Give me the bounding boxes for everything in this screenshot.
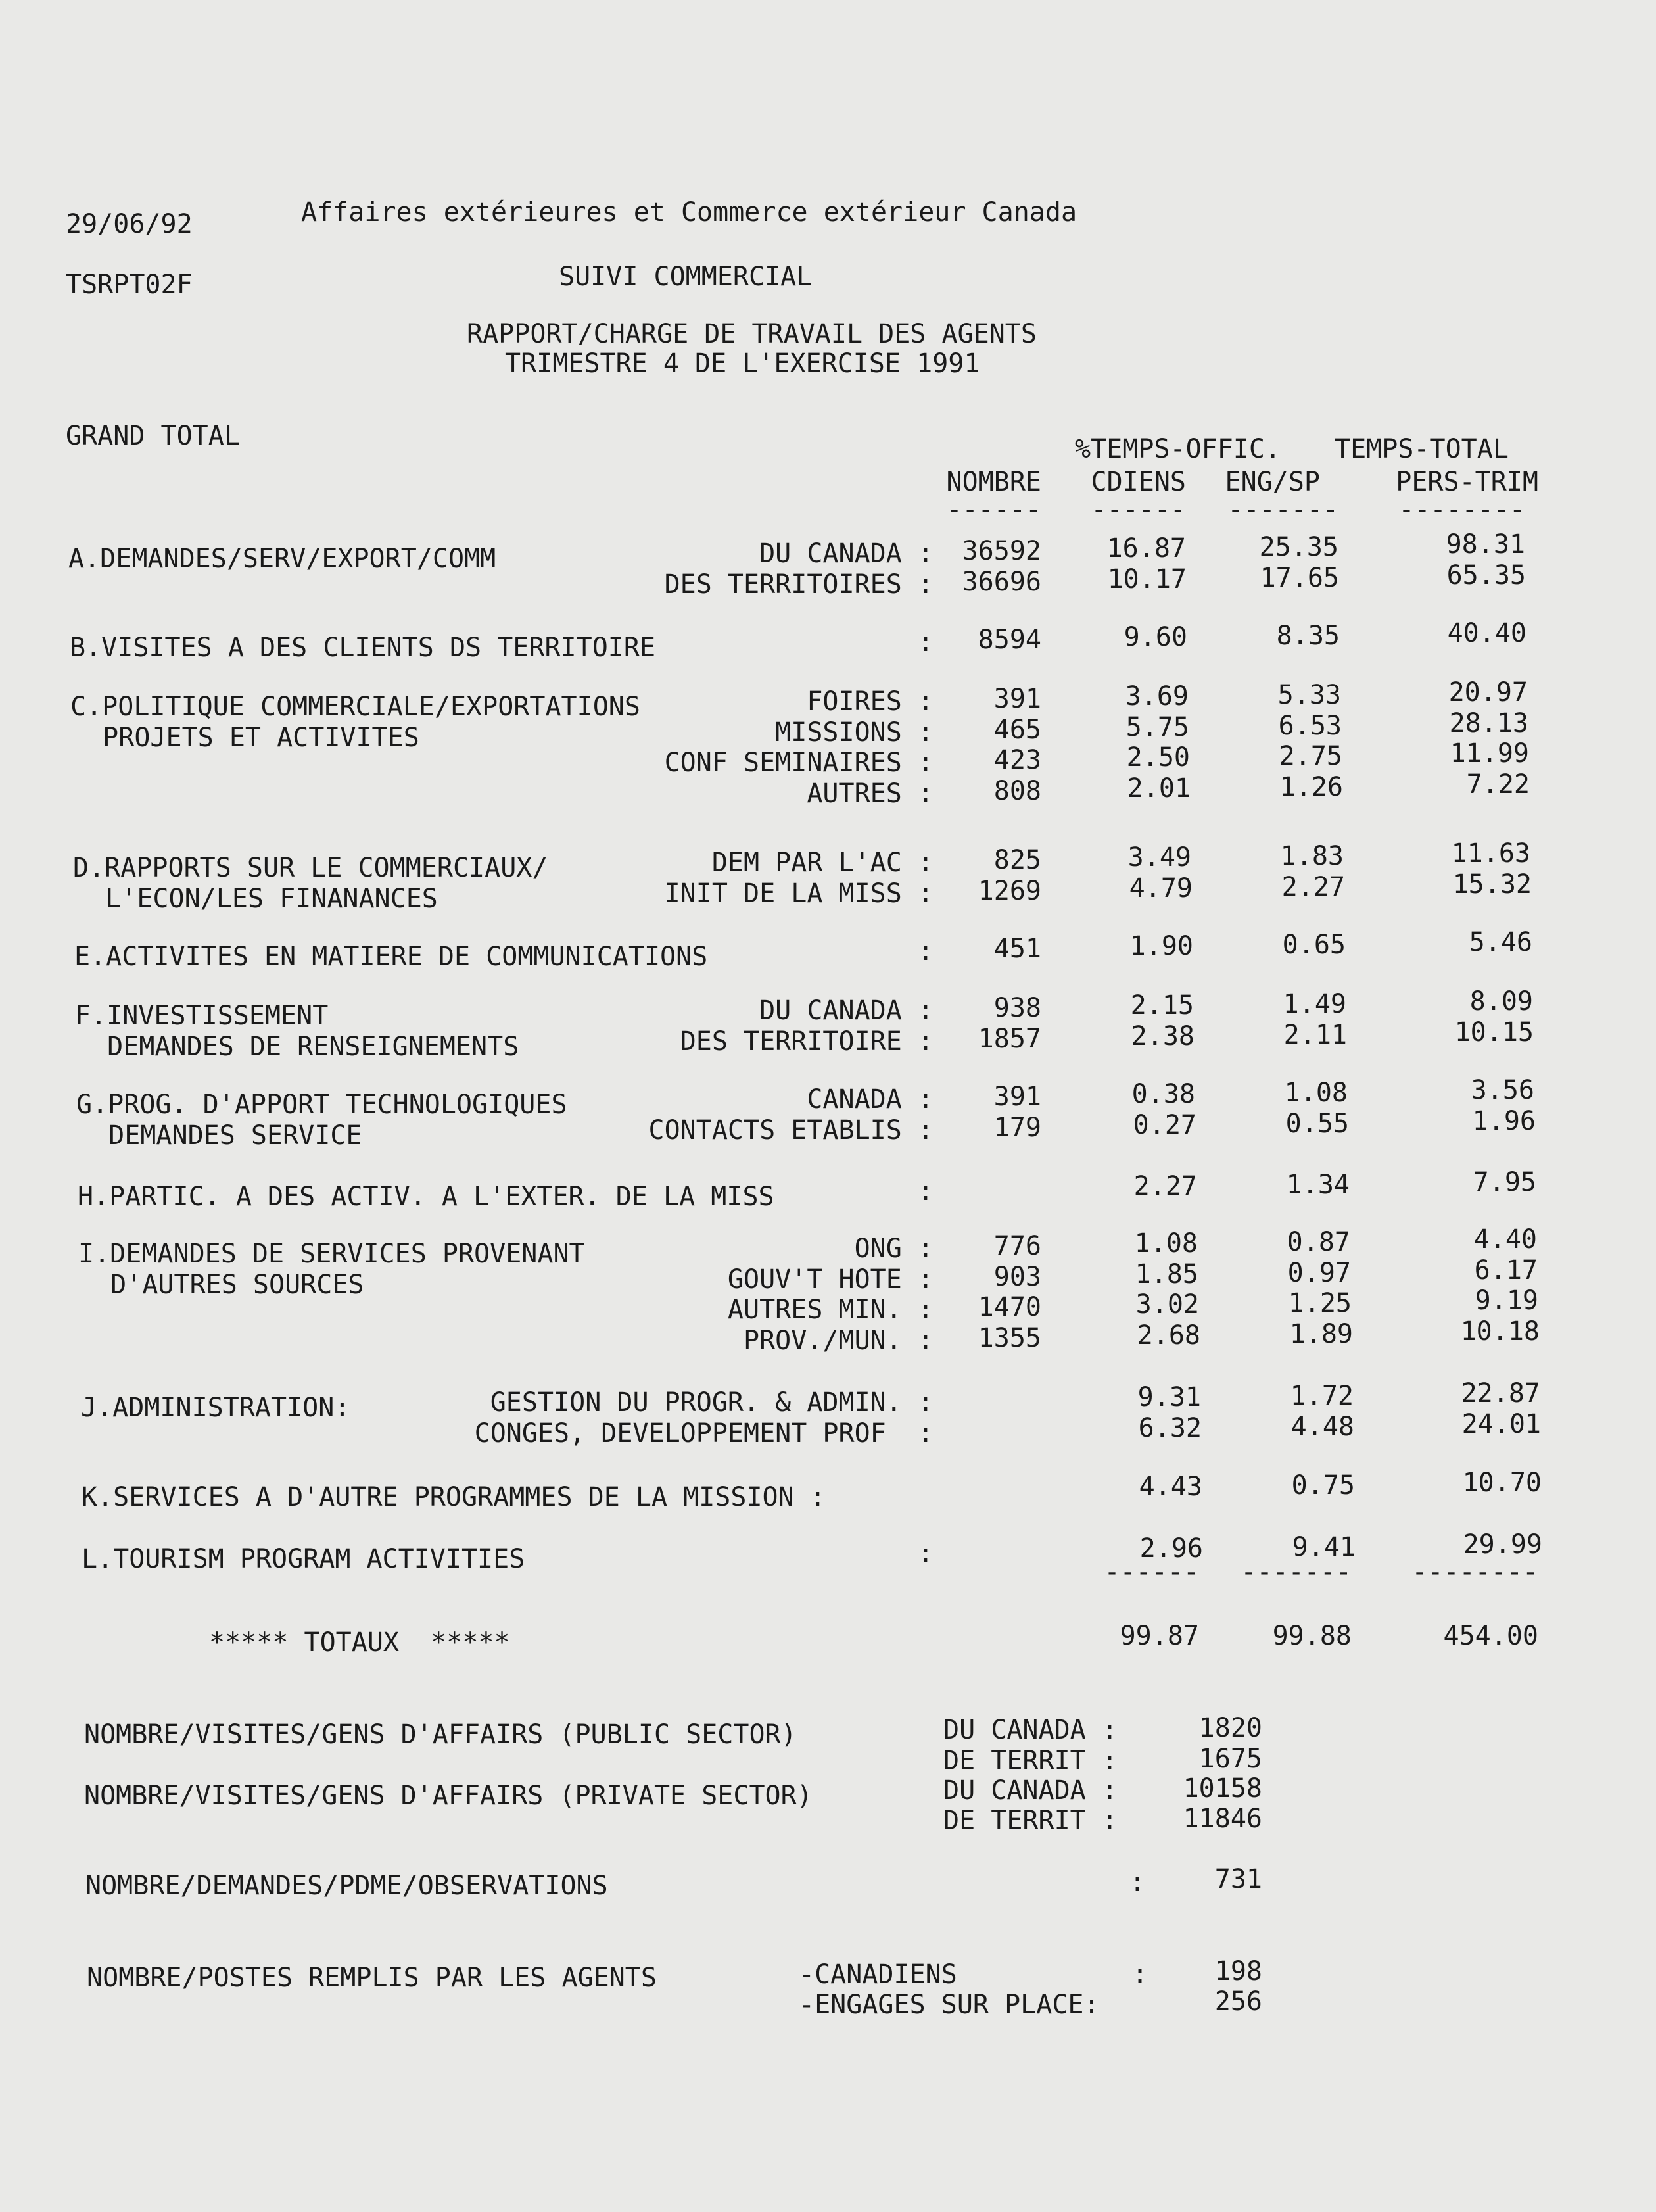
row-nombre: 1355: [978, 1323, 1041, 1353]
pct-header: %TEMPS-OFFIC.: [1075, 434, 1281, 464]
row-engsp: 1.26: [1279, 772, 1343, 802]
row-perstrim: 7.22: [1466, 769, 1530, 800]
row-engsp: 5.33: [1277, 680, 1341, 710]
row-nombre: 36696: [962, 567, 1041, 597]
row-left: F.INVESTISSEMENT: [75, 1001, 329, 1031]
totals-perstrim: 454.00: [1443, 1621, 1538, 1651]
nombre-rule: ------: [946, 494, 1041, 525]
row-cdiens: 1.90: [1129, 931, 1193, 961]
private-canada-value: 10158: [1183, 1773, 1262, 1804]
row-nombre: 423: [993, 745, 1041, 775]
row-cdiens: 9.60: [1124, 622, 1187, 652]
totals-rule-perstrim: --------: [1411, 1557, 1538, 1587]
row-sub: ONG :: [854, 1234, 934, 1264]
row-cdiens: 2.38: [1131, 1021, 1195, 1051]
row-engsp: 2.11: [1283, 1020, 1347, 1050]
row-perstrim: 24.01: [1461, 1409, 1541, 1439]
row-sub: DU CANADA :: [759, 539, 934, 569]
totals-rule-engsp: -------: [1241, 1557, 1352, 1587]
row-cdiens: 1.08: [1134, 1228, 1198, 1259]
public-sector-label: NOMBRE/VISITES/GENS D'AFFAIRS (PUBLIC SECTOR): [84, 1719, 797, 1750]
row-left: G.PROG. D'APPORT TECHNOLOGIQUES: [76, 1090, 567, 1120]
engsp-header: ENG/SP: [1225, 467, 1320, 497]
row-nombre: 451: [993, 934, 1041, 964]
row-perstrim: 22.87: [1461, 1378, 1540, 1408]
row-engsp: 6.53: [1278, 711, 1342, 741]
row-cdiens: 3.69: [1125, 681, 1189, 711]
row-engsp: 25.35: [1259, 532, 1338, 562]
public-territ-label: DE TERRIT :: [943, 1746, 1118, 1776]
pdme-value: 731: [1214, 1864, 1262, 1894]
row-nombre: 36592: [962, 536, 1041, 566]
row-sub: :: [917, 936, 934, 967]
row-perstrim: 4.40: [1473, 1224, 1537, 1255]
row-engsp: 0.87: [1287, 1227, 1350, 1257]
row-left: L.TOURISM PROGRAM ACTIVITIES: [82, 1544, 525, 1574]
public-territ-value: 1675: [1198, 1744, 1262, 1774]
row-sub: CONF SEMINAIRES :: [664, 748, 934, 778]
perstrim-rule: --------: [1398, 494, 1525, 525]
section-label: GRAND TOTAL: [66, 421, 240, 451]
row-perstrim: 7.95: [1473, 1167, 1536, 1197]
pdme-label: NOMBRE/DEMANDES/PDME/OBSERVATIONS: [85, 1871, 608, 1901]
report-title: RAPPORT/CHARGE DE TRAVAIL DES AGENTS: [467, 319, 1037, 349]
row-perstrim: 9.19: [1475, 1286, 1538, 1316]
engsp-rule: -------: [1227, 494, 1338, 525]
row-cdiens: 4.79: [1129, 873, 1193, 903]
row-left: DEMANDES DE RENSEIGNEMENTS: [76, 1032, 519, 1062]
row-perstrim: 20.97: [1448, 677, 1528, 708]
row-sub: DES TERRITOIRE :: [680, 1026, 934, 1057]
report-subtitle: TRIMESTRE 4 DE L'EXERCISE 1991: [505, 349, 980, 379]
row-engsp: 8.35: [1276, 621, 1340, 651]
row-sub: AUTRES :: [807, 779, 934, 809]
row-perstrim: 98.31: [1446, 529, 1525, 560]
row-cdiens: 2.68: [1137, 1320, 1200, 1351]
row-sub: DEM PAR L'AC :: [711, 848, 934, 878]
department-name: Affaires extérieures et Commerce extérieur Canada: [301, 197, 1077, 228]
row-sub: CANADA :: [807, 1084, 934, 1115]
row-engsp: 9.41: [1292, 1532, 1356, 1562]
row-cdiens: 4.43: [1139, 1472, 1202, 1502]
private-territ-label: DE TERRIT :: [943, 1806, 1118, 1836]
row-engsp: 1.83: [1280, 841, 1344, 871]
canadiens-colon: :: [1132, 1960, 1148, 1990]
postes-label: NOMBRE/POSTES REMPLIS PAR LES AGENTS: [87, 1963, 657, 1993]
cdiens-header: CDIENS: [1091, 467, 1186, 497]
row-cdiens: 2.96: [1139, 1533, 1203, 1564]
row-nombre: 825: [993, 845, 1041, 875]
totals-engsp: 99.88: [1272, 1621, 1352, 1651]
row-engsp: 4.48: [1290, 1412, 1354, 1442]
row-nombre: 1857: [978, 1024, 1041, 1054]
row-sub: CONTACTS ETABLIS :: [648, 1115, 934, 1145]
row-cdiens: 1.85: [1135, 1259, 1198, 1289]
row-cdiens: 2.27: [1133, 1171, 1197, 1201]
row-perstrim: 3.56: [1471, 1075, 1534, 1105]
row-sub: INIT DE LA MISS :: [664, 878, 934, 909]
row-left: L'ECON/LES FINANANCES: [74, 884, 438, 914]
row-cdiens: 3.02: [1135, 1289, 1199, 1320]
system-name: SUIVI COMMERCIAL: [559, 262, 813, 292]
row-engsp: 1.72: [1290, 1381, 1354, 1411]
row-left: K.SERVICES A D'AUTRE PROGRAMMES DE LA MISSION :: [82, 1482, 826, 1512]
public-canada-label: DU CANADA :: [943, 1715, 1118, 1745]
private-territ-value: 11846: [1183, 1804, 1262, 1834]
row-perstrim: 10.18: [1460, 1316, 1540, 1347]
row-perstrim: 15.32: [1452, 869, 1532, 900]
totals-rule-cdiens: ------: [1104, 1557, 1199, 1587]
row-sub: FOIRES :: [807, 686, 934, 717]
row-cdiens: 2.01: [1127, 773, 1191, 804]
row-cdiens: 0.38: [1131, 1079, 1195, 1109]
row-perstrim: 11.63: [1451, 838, 1530, 869]
perstrim-header: PERS-TRIM: [1396, 467, 1538, 497]
public-canada-value: 1820: [1198, 1713, 1262, 1743]
row-cdiens: 10.17: [1107, 564, 1187, 594]
row-perstrim: 11.99: [1450, 738, 1529, 769]
row-cdiens: 9.31: [1137, 1382, 1201, 1412]
row-perstrim: 1.96: [1472, 1106, 1536, 1136]
row-nombre: 465: [993, 715, 1041, 745]
row-sub: GOUV'T HOTE :: [727, 1264, 934, 1295]
row-left: B.VISITES A DES CLIENTS DS TERRITOIRE: [70, 633, 656, 663]
row-perstrim: 10.15: [1454, 1017, 1534, 1047]
row-perstrim: 10.70: [1462, 1468, 1542, 1498]
private-canada-label: DU CANADA :: [943, 1775, 1118, 1806]
row-cdiens: 5.75: [1125, 712, 1189, 742]
row-engsp: 1.89: [1289, 1319, 1353, 1349]
row-engsp: 0.55: [1285, 1109, 1349, 1139]
row-nombre: 903: [993, 1262, 1041, 1292]
report-code: TSRPT02F: [66, 270, 193, 300]
row-engsp: 0.65: [1282, 930, 1346, 960]
row-left: C.POLITIQUE COMMERCIALE/EXPORTATIONS: [70, 692, 640, 722]
row-engsp: 0.75: [1291, 1470, 1355, 1501]
nombre-header: NOMBRE: [946, 467, 1041, 497]
totals-cdiens: 99.87: [1120, 1621, 1199, 1651]
row-engsp: 1.34: [1286, 1170, 1350, 1200]
row-left: H.PARTIC. A DES ACTIV. A L'EXTER. DE LA MISS: [78, 1182, 774, 1212]
row-nombre: 179: [993, 1113, 1041, 1143]
row-sub: DES TERRITOIRES :: [664, 569, 934, 600]
row-engsp: 1.25: [1288, 1288, 1352, 1318]
row-left: DEMANDES SERVICE: [77, 1120, 362, 1151]
row-engsp: 17.65: [1260, 563, 1339, 593]
row-perstrim: 65.35: [1446, 560, 1526, 590]
row-sub: :: [917, 627, 934, 658]
canadiens-value: 198: [1214, 1956, 1262, 1986]
row-left: PROJETS ET ACTIVITES: [71, 723, 419, 753]
row-perstrim: 8.09: [1469, 986, 1533, 1017]
row-left: D'AUTRES SOURCES: [79, 1270, 364, 1300]
row-engsp: 2.27: [1281, 872, 1345, 902]
cdiens-rule: ------: [1091, 494, 1186, 525]
private-sector-label: NOMBRE/VISITES/GENS D'AFFAIRS (PRIVATE SECTOR): [84, 1781, 813, 1811]
row-left: I.DEMANDES DE SERVICES PROVENANT: [78, 1239, 585, 1269]
canadiens-label: -CANADIENS: [799, 1960, 957, 1990]
row-sub: PROV./MUN. :: [744, 1326, 934, 1356]
row-left: A.DEMANDES/SERV/EXPORT/COMM: [68, 544, 496, 574]
row-cdiens: 0.27: [1133, 1110, 1196, 1140]
row-perstrim: 40.40: [1447, 618, 1526, 648]
row-nombre: 1269: [978, 876, 1041, 906]
report-date: 29/06/92: [66, 209, 193, 239]
row-perstrim: 28.13: [1449, 708, 1528, 738]
row-perstrim: 5.46: [1469, 927, 1532, 957]
engages-value: 256: [1214, 1986, 1262, 2017]
row-sub: MISSIONS :: [775, 717, 934, 748]
row-sub: DU CANADA :: [759, 996, 934, 1026]
row-nombre: 391: [993, 1082, 1041, 1112]
row-left: E.ACTIVITES EN MATIERE DE COMMUNICATIONS: [74, 942, 708, 972]
row-nombre: 776: [993, 1231, 1041, 1261]
row-engsp: 0.97: [1287, 1258, 1351, 1288]
row-left: D.RAPPORTS SUR LE COMMERCIAUX/: [73, 853, 548, 883]
row-cdiens: 16.87: [1106, 533, 1186, 564]
row-sub: CONGES, DEVELOPPEMENT PROF :: [474, 1418, 934, 1449]
row-cdiens: 3.49: [1127, 842, 1191, 873]
totals-label: ***** TOTAUX *****: [209, 1627, 510, 1658]
row-engsp: 1.08: [1284, 1078, 1348, 1108]
row-cdiens: 2.15: [1130, 990, 1194, 1021]
row-engsp: 1.49: [1283, 989, 1346, 1019]
row-sub: :: [917, 1176, 934, 1207]
pdme-colon: :: [1129, 1867, 1146, 1898]
row-nombre: 8594: [978, 625, 1041, 655]
row-nombre: 391: [993, 684, 1041, 714]
row-left: J.ADMINISTRATION:: [81, 1393, 350, 1423]
row-cdiens: 6.32: [1138, 1413, 1202, 1443]
row-nombre: 938: [993, 993, 1041, 1023]
row-sub: AUTRES MIN. :: [727, 1295, 934, 1325]
row-engsp: 2.75: [1279, 741, 1342, 771]
row-perstrim: 29.99: [1463, 1529, 1542, 1560]
row-perstrim: 6.17: [1474, 1255, 1538, 1286]
row-nombre: 1470: [978, 1292, 1041, 1322]
row-sub: GESTION DU PROGR. & ADMIN. :: [490, 1387, 934, 1418]
engages-label: -ENGAGES SUR PLACE:: [799, 1990, 1100, 2020]
row-cdiens: 2.50: [1126, 742, 1190, 773]
row-nombre: 808: [993, 776, 1041, 806]
total-header: TEMPS-TOTAL: [1335, 434, 1509, 464]
row-sub: :: [917, 1539, 934, 1569]
